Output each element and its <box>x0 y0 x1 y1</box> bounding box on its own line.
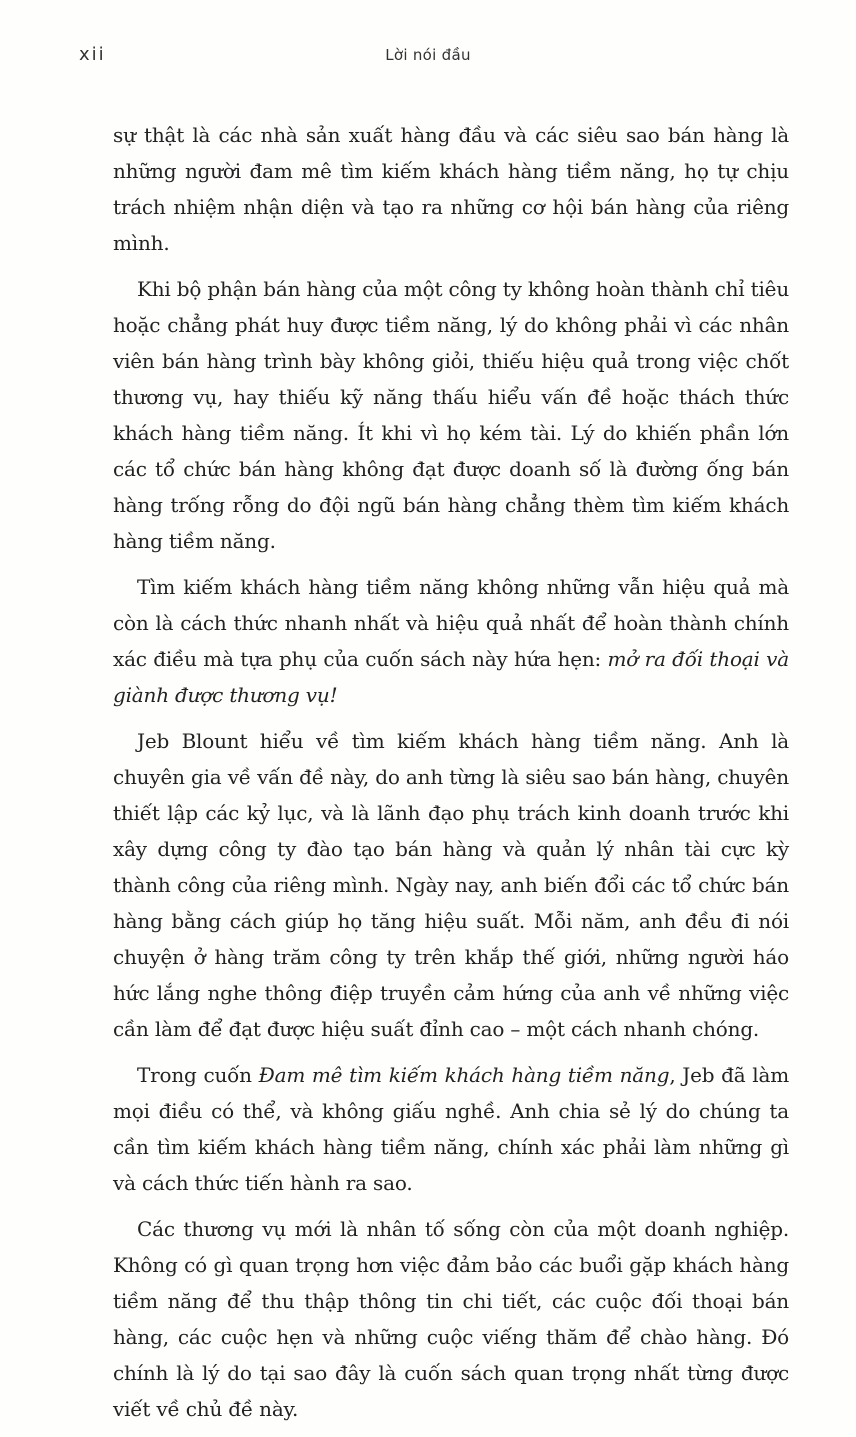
paragraph-6-text: Các thương vụ mới là nhân tố sống còn của một doanh nghiệp. Không có gì quan trọng hơn việc đảm bảo các buổi gặp khách hàng tiềm năng để thu thập thông tin chi tiết, các cuộc đối thoại bán hàng, các cuộc hẹn và những cuộc viếng thăm để chào hàng. Đó chính là lý do tại sao đây là cuốn sách quan trọng nhất từng được viết về chủ đề này. <box>113 1217 789 1421</box>
paragraph-2-text: Khi bộ phận bán hàng của một công ty không hoàn thành chỉ tiêu hoặc chẳng phát huy được tiềm năng, lý do không phải vì các nhân viên bán hàng trình bày không giỏi, thiếu hiệu quả trong việc chốt thương vụ, hay thiếu kỹ năng thấu hiểu vấn đề hoặc thách thức khách hàng tiềm năng. Ít khi vì họ kém tài. Lý do khiến phần lớn các tổ chức bán hàng không đạt được doanh số là đường ống bán hàng trống rỗng do đội ngũ bán hàng chẳng thèm tìm kiếm khách hàng tiềm năng. <box>113 277 789 553</box>
section-title: Lời nói đầu <box>385 46 471 64</box>
paragraph-3 <box>113 569 789 713</box>
paragraph-1-text: sự thật là các nhà sản xuất hàng đầu và các siêu sao bán hàng là những người đam mê tìm kiếm khách hàng tiềm năng, họ tự chịu trách nhiệm nhận diện và tạo ra những cơ hội bán hàng của riêng mình. <box>113 123 789 255</box>
paragraph-4-text: Jeb Blount hiểu về tìm kiếm khách hàng tiềm năng. Anh là chuyên gia về vấn đề này, do anh từng là siêu sao bán hàng, chuyên thiết lập các kỷ lục, và là lãnh đạo phụ trách kinh doanh trước khi xây dựng công ty đào tạo bán hàng và quản lý nhân tài cực kỳ thành công của riêng mình. Ngày nay, anh biến đổi các tổ chức bán hàng bằng cách giúp họ tăng hiệu suất. Mỗi năm, anh đều đi nói chuyện ở hàng trăm công ty trên khắp thế giới, những người háo hức lắng nghe thông điệp truyền cảm hứng của anh về những việc cần làm để đạt được hiệu suất đỉnh cao – một cách nhanh chóng. <box>113 729 789 1041</box>
paragraph-5 <box>113 1057 789 1201</box>
paragraph-5-text-before: Trong cuốn <box>137 1063 259 1087</box>
paragraph-4 <box>113 723 789 1047</box>
paragraph-5-italic-book-title: Đam mê tìm kiếm khách hàng tiềm năng <box>258 1063 670 1087</box>
paragraph-3-text: Tìm kiếm khách hàng tiềm năng không những vẫn hiệu quả mà còn là cách thức nhanh nhất và hiệu quả nhất để hoàn thành chính xác điều mà tựa phụ của cuốn sách này hứa hẹn: <box>113 575 789 671</box>
paragraph-3-italic-subtitle: mở ra đối thoại và giành được thương vụ! <box>113 647 789 707</box>
paragraph-1 <box>113 117 789 261</box>
paragraph-2 <box>113 271 789 559</box>
body-text <box>113 117 789 1437</box>
paragraph-5-text-after: , Jeb đã làm mọi điều có thể, và không giấu nghề. Anh chia sẻ lý do chúng ta cần tìm kiếm khách hàng tiềm năng, chính xác phải làm những gì và cách thức tiến hành ra sao. <box>113 1063 789 1195</box>
paragraph-6 <box>113 1211 789 1427</box>
running-header <box>0 44 856 68</box>
page-number: xii <box>79 44 106 65</box>
